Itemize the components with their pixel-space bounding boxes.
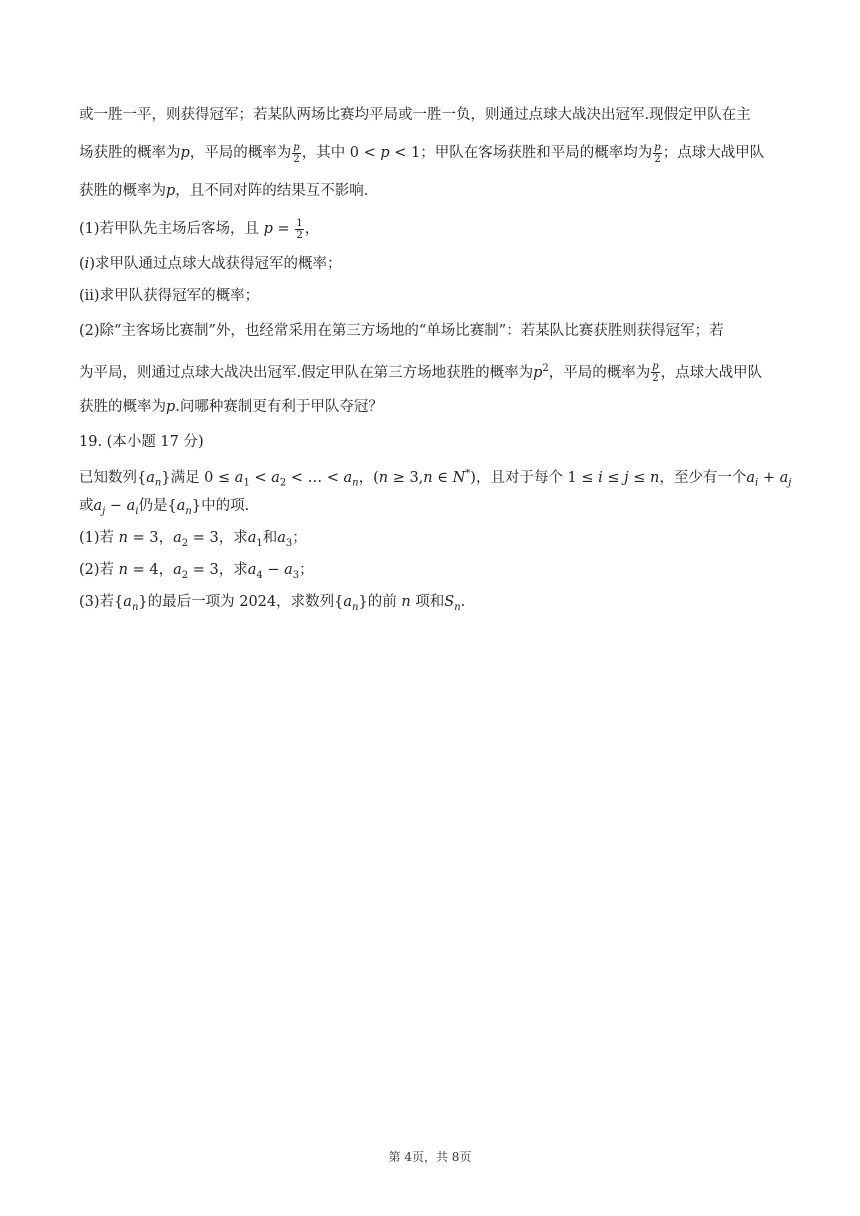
p18-line1 bbox=[79, 96, 785, 134]
p19-line2: 或$a_j - a_i$仍是$\{a_n\}$中的项. bbox=[79, 498, 250, 517]
p18-part2-line1 bbox=[79, 312, 785, 350]
p18-line3: 获胜的概率为p，且不同对阵的结果互不影响. bbox=[79, 183, 369, 199]
text: 19. (本小题 17 分) bbox=[79, 434, 204, 450]
text: 求甲队通过点球大战获得冠军的概率； bbox=[94, 256, 342, 272]
text: 满足 bbox=[170, 469, 200, 486]
text: ， bbox=[158, 562, 174, 578]
p18-part2-line2: 为平局，则通过点球大战决出冠军.假定甲队在第三方场地获胜的概率为$p^2$，平局的概率为 $\frac{p}{2}$ ，点球大战甲队 bbox=[79, 361, 763, 385]
text: ，平局的概率为 bbox=[189, 145, 292, 161]
text: ，点球大战甲队 bbox=[660, 364, 763, 381]
p19-line1: 已知数列$\{a_n\}$满足 $0 \le a_1 < a_2$ < … < $a_n$，(n ≥ 3,n ∈ N*)，且对于每个 1 ≤ i ≤ j ≤ n，至少有一个$a_i + a_j$ bbox=[79, 468, 792, 489]
p19-header bbox=[79, 426, 785, 458]
text: 中的项. bbox=[201, 498, 250, 514]
text: ；点球大战甲队 bbox=[662, 145, 765, 161]
text: ， bbox=[304, 221, 320, 237]
text: ，至少有一个 bbox=[659, 469, 747, 486]
text: ，平局的概率为 bbox=[548, 364, 651, 381]
text: ； bbox=[292, 530, 307, 546]
text: (2)若 bbox=[79, 562, 115, 578]
text: ，求数列 bbox=[276, 594, 335, 610]
text: (ⅱ)求甲队获得冠军的概率； bbox=[79, 288, 260, 304]
text: (1)若甲队先主场后客场，且 bbox=[79, 221, 260, 237]
text: 或一胜一平，则获得冠军；若某队两场比赛均平局或一胜一负，则通过点球大战决出冠军.现假定甲队在主 bbox=[79, 107, 751, 123]
p19-part1: (1)若 n = 3，$a_2 = 3$，求$a_1$和$a_3$； bbox=[79, 530, 307, 549]
text: (1)若 bbox=[79, 530, 115, 546]
text: 仍是 bbox=[138, 498, 168, 514]
text: 获胜的概率为 bbox=[79, 399, 166, 415]
text: ，求 bbox=[218, 562, 248, 578]
text: 场获胜的概率为 bbox=[79, 145, 181, 161]
text: 2024 bbox=[239, 594, 277, 610]
fraction-p-over-2: $\frac{p}{2}$ bbox=[652, 361, 659, 385]
fraction-p-over-2: $\frac{p}{2}$ bbox=[293, 141, 300, 165]
text: ；甲队在客场获胜和平局的概率均为 bbox=[420, 145, 653, 161]
text: ， bbox=[158, 530, 174, 546]
text: ，求 bbox=[218, 530, 248, 546]
text: ，且对于每个 bbox=[475, 469, 563, 486]
text: ， bbox=[358, 469, 374, 486]
text: 获胜的概率为 bbox=[79, 183, 166, 199]
p19-part2: (2)若 n = 4，$a_2 = 3$，求$a_4 - a_3$； bbox=[79, 562, 314, 581]
p18-sub-ii bbox=[79, 280, 785, 312]
page-content bbox=[79, 96, 792, 618]
text: 或 bbox=[79, 498, 94, 514]
text: 和 bbox=[262, 530, 278, 546]
p18-part2-line3: 获胜的概率为p.问哪种赛制更有利于甲队夺冠？ bbox=[79, 399, 383, 415]
text: ，其中 bbox=[301, 145, 346, 161]
p18-line2: 场获胜的概率为p，平局的概率为 $\frac{p}{2}$ ，其中 0 < p < 1；甲队在客场获胜和平局的概率均为 $\frac{p}{2}$ ；点球大战甲队 bbox=[79, 141, 765, 165]
fraction-1-over-2: $\frac{1}{2}$ bbox=[296, 217, 303, 241]
text: 的最后一项为 bbox=[147, 594, 235, 610]
text: 已知数列 bbox=[79, 469, 137, 486]
text: 的前 bbox=[367, 594, 397, 610]
text: ； bbox=[299, 562, 314, 578]
p18-part1: (1)若甲队先主场后客场，且 p = $\frac{1}{2}$ ， bbox=[79, 217, 320, 241]
text: 项和 bbox=[415, 594, 445, 610]
p18-sub-i: (i)求甲队通过点球大战获得冠军的概率； bbox=[79, 256, 342, 272]
text: 为平局，则通过点球大战决出冠军.假定甲队在第三方场地获胜的概率为 bbox=[79, 364, 534, 381]
text: (2)除“主客场比赛制”外，也经常采用在第三方场地的“单场比赛制”：若某队比赛获胜则获得冠军；若 bbox=[79, 323, 724, 339]
text: ，且不同对阵的结果互不影响. bbox=[175, 183, 369, 199]
text: . bbox=[460, 594, 466, 610]
p19-part3: (3)若$\{a_n\}$的最后一项为 2024，求数列$\{a_n\}$的前 n 项和$S_n$. bbox=[79, 594, 466, 613]
text: (3)若 bbox=[79, 594, 115, 610]
text: .问哪种赛制更有利于甲队夺冠？ bbox=[175, 399, 383, 415]
page-footer: 第 4页，共 8页 bbox=[388, 1150, 472, 1164]
fraction-p-over-2: $\frac{p}{2}$ bbox=[654, 141, 661, 165]
